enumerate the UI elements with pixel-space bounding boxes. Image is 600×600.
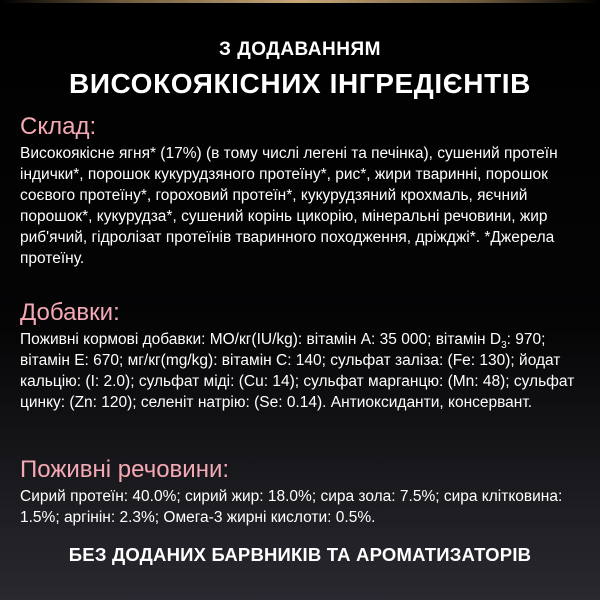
header: [0, 38, 600, 102]
nutrients-text: Сирий протеїн: 40.0%; сирий жир: 18.0%; сира зола: 7.5%; сира клітковина: 1.5%; аргінін: 2.3%; Омега-3 жирні кислоти: 0.5%.: [20, 488, 563, 526]
additives-text-part2: : 970; вітамін Е: 670; мг/кг(mg/kg): вітамін С: 140; сульфат заліза: (Fe: 130); йодат кальцію: (I: 2.0); сульфат міді: (Cu: 14); сульфат марганцю: (Mn: 48); сульфат цинку: (Zn: 120); селеніт натрію: (Se: 0.14). Антиоксиданти, консервант.: [20, 331, 575, 411]
nutrients-section: [20, 456, 585, 528]
composition-section: [20, 113, 585, 269]
additives-section: [20, 299, 585, 413]
nutrients-title: Поживні речовини:: [20, 456, 230, 483]
additives-text-part1: Поживні кормові добавки: МО/кг(IU/kg): вітамін А: 35 000; вітамін D: [20, 331, 502, 348]
additives-title: Добавки:: [20, 299, 120, 326]
footer-tagline: БЕЗ ДОДАНИХ БАРВНИКІВ ТА АРОМАТИЗАТОРІВ: [68, 544, 532, 565]
header-subtitle: З ДОДАВАННЯМ: [219, 39, 381, 60]
additives-text: [20, 329, 585, 413]
composition-title: Склад:: [20, 113, 97, 140]
gold-accent-line: [0, 0, 600, 3]
header-title: ВИСОКОЯКІСНИХ ІНГРЕДІЄНТІВ: [69, 68, 531, 99]
composition-text: Високоякісне ягня* (17%) (в тому числі легені та печінка), сушений протеїн індички*, порошок кукурудзяного протеїну*, рис*, жири тваринні, порошок соєвого протеїну*, гороховий протеїн*, кукурудзяний крохмаль, яєчний порошок*, кукурудза*, сушений корінь цикорію, мінеральні речовини, жир риб'ячий, гідролізат протеїнів тваринного походження, дріжджі*. *Джерела протеїну.: [20, 145, 558, 267]
vitamin-d-subscript: 3: [501, 340, 507, 352]
